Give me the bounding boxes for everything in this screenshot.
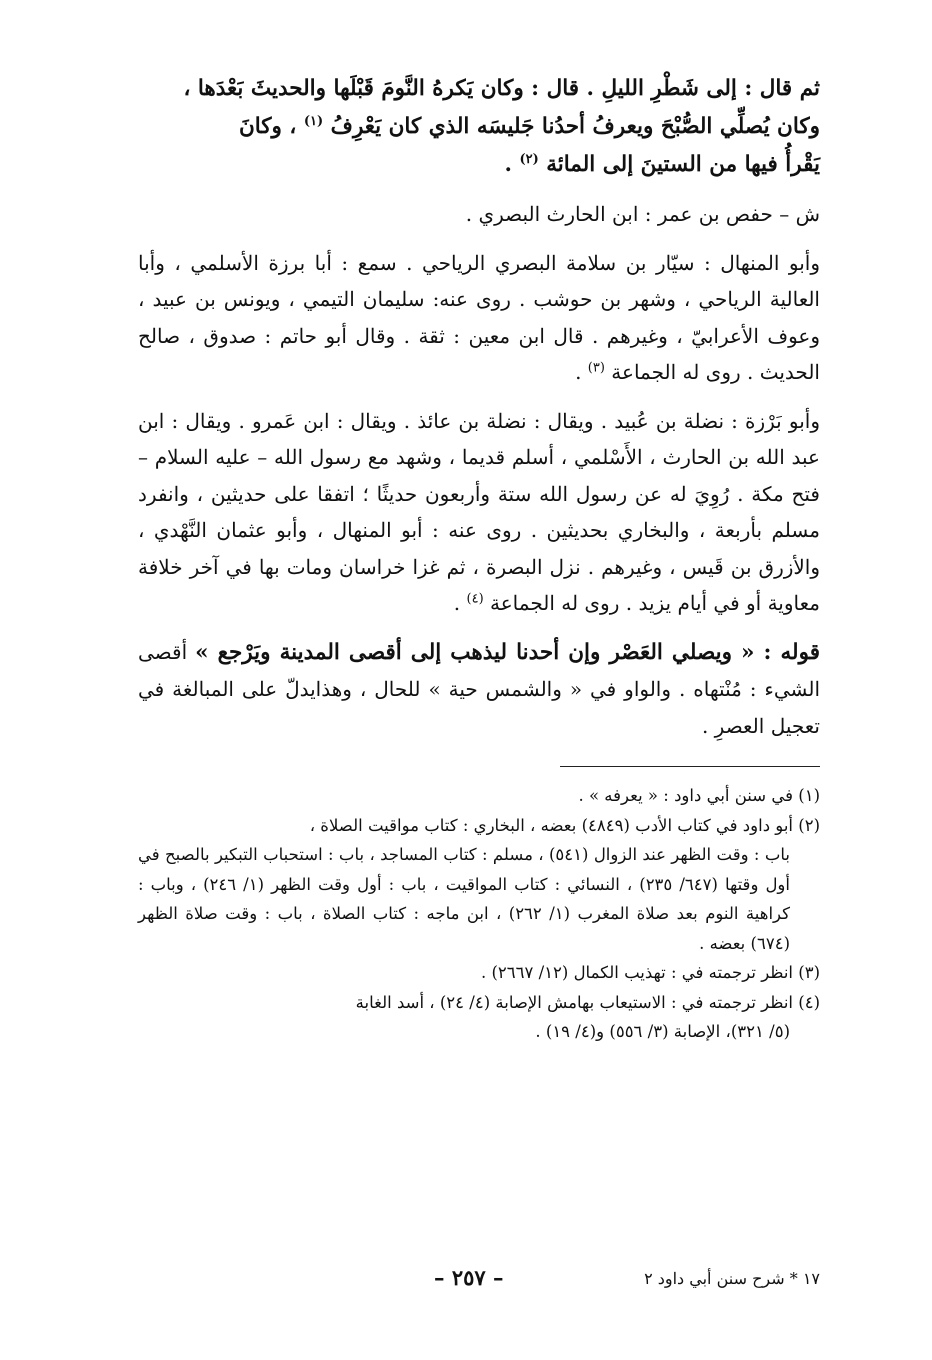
paragraph-abu-minhal <box>138 245 820 391</box>
paragraph-hafs: ش – حفص بن عمر : ابن الحارث البصري . <box>465 202 820 226</box>
footnote-4 <box>138 988 820 1047</box>
page-number: – ٢٥٧ – <box>434 1265 504 1290</box>
book-title: ١٧ * شرح سنن أبي داود ٢ <box>644 1269 820 1288</box>
abu-barza-end: . <box>453 591 461 615</box>
footnote-ref-4[interactable]: (٤) <box>466 591 484 607</box>
footnote-4-first: (٤) انظر ترجمته في : الاستيعاب بهامش الإصابة (٤/ ٢٤) ، أسد الغابة <box>355 992 820 1012</box>
paragraph-abu-barza <box>138 403 820 622</box>
footnote-2-first: (٢) أبو داود في كتاب الأدب (٤٨٤٩) بعضه ، البخاري : كتاب مواقيت الصلاة ، <box>309 815 820 835</box>
hadith-line-3 <box>138 146 820 184</box>
hadith-line-2-text: وكان يُصلِّي الصُّبْحَ ويعرفُ أحدُنا جَليسَه الذي كان يَعْرِفُ <box>330 114 820 139</box>
hadith-line-1: ثم قال : إلى شَطْرِ الليلِ . قال : وكان يَكرهُ النَّومَ قَبْلَها والحديثَ بَعْدَها ، <box>183 76 820 101</box>
hadith-line-3-end: . <box>504 152 512 177</box>
footnote-divider <box>560 766 820 767</box>
hadith-line-3-text: يَقْرأُ فيها من الستينَ إلى المائة <box>546 152 820 177</box>
footnote-ref-1[interactable]: (١) <box>303 113 324 129</box>
footnote-2-cont: باب : وقت الظهر عند الزوال (٥٤١) ، مسلم : كتاب المساجد ، باب : استحباب التبكير بالصبح في أول وقتها (٦٤٧/ ٢٣٥) ، النسائي : كتاب المواقيت ، باب : أول وقت الظهر (١/ ٢٤٦) ، وباب : كراهية النوم بعد صلاة المغرب (١/ ٢٦٢) ، ابن ماجه : كتاب الصلاة ، باب : وقت صلاة الظهر (٦٧٤) بعضه . <box>138 845 791 953</box>
footnote-1 <box>138 781 820 811</box>
footnote-ref-3[interactable]: (٣) <box>587 360 605 376</box>
footnote-2 <box>138 811 820 959</box>
hadith-line-2-tail: ، وكانَ <box>238 114 297 139</box>
hadith-line-2 <box>138 108 820 146</box>
qawluhu-heading: قوله : « ويصلي العَصْر وإن أحدنا ليذهب إلى أقصى المدينة ويَرْجع » <box>195 639 820 665</box>
footnote-3-text: (٣) انظر ترجمته في : تهذيب الكمال (١٢/ ٢٦٦٧) . <box>480 963 820 982</box>
footnote-ref-2[interactable]: (٢) <box>519 151 539 167</box>
footnote-4-cont: (٥/ ٣٢١)، الإصابة (٣/ ٥٥٦) و(٤/ ١٩) . <box>535 1022 790 1041</box>
abu-minhal-text: وأبو المنهال : سيّار بن سلامة البصري الرياحي . سمع : أبا برزة الأسلمي ، وأبا العالية الرياحي ، وشهر بن حوشب . روى عنه: سليمان التيمي ، ويونس بن عبيد ، وعوف الأعرابيّ ، وغيرهم . قال ابن معين : ثقة . وقال أبو حاتم : صدوق ، صالح الحديث . روى له الجماعة <box>138 250 820 384</box>
abu-minhal-end: . <box>575 360 582 384</box>
footnote-1-text: (١) في سنن أبي داود : « يعرفه » . <box>578 786 820 805</box>
paragraph-qawluhu <box>138 634 820 745</box>
footnote-3 <box>138 958 820 988</box>
paragraph-hadith-text <box>138 70 820 184</box>
page-body <box>138 70 820 1047</box>
footnotes <box>138 781 820 1047</box>
abu-barza-text: وأبو بَرْزة : نضلة بن عُبيد . ويقال : نضلة بن عائذ . ويقال : ابن عَمرو . ويقال : ابن عبد الله بن الحارث ، الأَسْلمي ، أسلم قديما ، وشهد مع رسول الله – عليه السلام – فتح مكة . رُوِيَ له عن رسول الله ستة وأربعون حديثًا ؛ اتفقا على حديثين ، وانفرد مسلم بأربعة ، والبخاري بحديثين . روى عنه : أبو المنهال ، وأبو عثمان النَّهْدي ، والأزرق بن قَيس ، وغيرهم . نزل البصرة ، ثم غزا خراسان ومات بها في آخر خلافة معاوية أو في أيام يزيد . روى له الجماعة <box>138 408 820 615</box>
qawluhu-explanation: أقصى الشيء : مُنْتهاه . والواو في « والشمس حية » للحال ، وهذايدلّ على المبالغة في تعجيل العصرِ . <box>138 639 820 738</box>
page-footer <box>138 1265 820 1295</box>
